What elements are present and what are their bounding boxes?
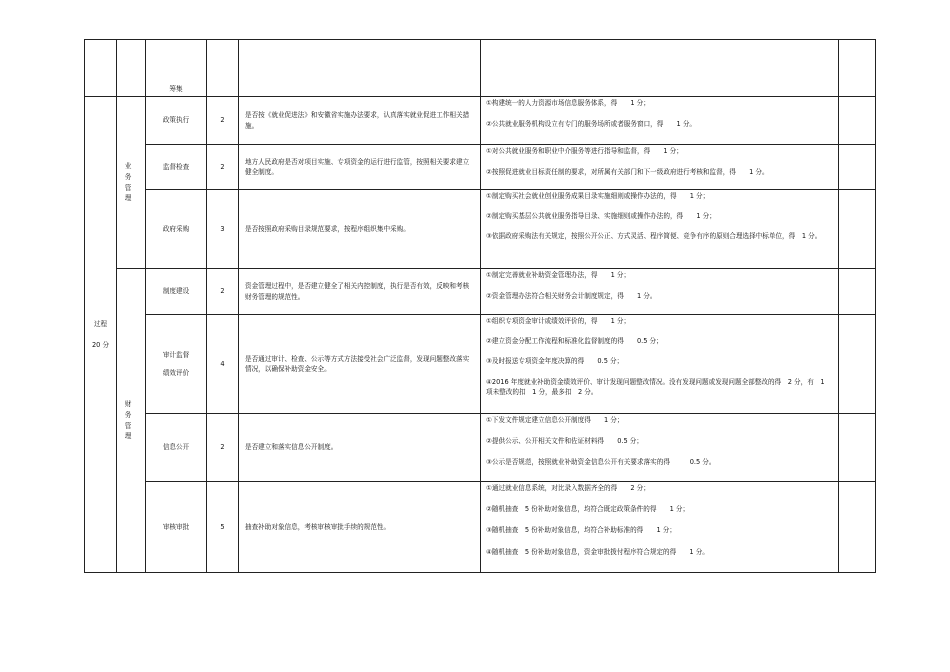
description-cell-top xyxy=(239,40,481,97)
level3-name: 审核审批 xyxy=(146,482,207,573)
score-items xyxy=(481,482,839,573)
score-item: ②按照促进就业目标责任制的要求，对所属有关部门和下一级政府进行考核和监督，得 1 分。 xyxy=(486,168,769,177)
score-item: ①制定购买社会就业创业服务成果目录实施细则或操作办法的，得 1 分； xyxy=(486,192,710,200)
score-item: ③依据政府采购法有关规定，按照公开公正、方式灵活、程序简便、竞争有序的原则合理选择中标单位，得 1 分。 xyxy=(486,232,822,241)
score-item: ①下发文件规定建立信息公开制度得 1 分； xyxy=(486,416,624,424)
table-row xyxy=(85,482,876,573)
description: 是否通过审计、检查、公示等方式方法接受社会广泛监督，发现问题整改落实情况，以确保补助资金安全。 xyxy=(239,315,481,414)
level3-name: 政策执行 xyxy=(146,97,207,145)
score-cell xyxy=(839,269,876,315)
level1-cell xyxy=(85,97,117,573)
description: 地方人民政府是否对项目实施、专项资金的运行进行监管，按照相关要求建立健全制度。 xyxy=(239,145,481,190)
table-row-carryover xyxy=(85,40,876,97)
table-row xyxy=(85,269,876,315)
weight: 3 xyxy=(207,190,239,269)
score-item: ②资金管理办法符合相关财务会计制度规定，得 1 分。 xyxy=(486,292,657,301)
score-item: ①对公共就业服务和职业中介服务等进行指导和监督，得 1 分； xyxy=(486,147,683,155)
level3-name: 监督检查 xyxy=(146,145,207,190)
score-item: ④随机抽查 5 份补助对象信息，资金审批拨付程序符合规定的得 1 分。 xyxy=(486,547,709,556)
score-items xyxy=(481,97,839,145)
score-cell xyxy=(839,414,876,482)
score-item: ③及时报送专项资金年度决算的得 0.5 分； xyxy=(486,357,624,366)
level2-label: 业务管理 xyxy=(124,162,138,203)
description: 抽查补助对象信息，考核审核审批手续的规范性。 xyxy=(239,482,481,573)
score-cell xyxy=(839,482,876,573)
level3-name-line: 绩效评价 xyxy=(162,369,190,377)
items-cell-top xyxy=(481,40,839,97)
level1-label: 过程 xyxy=(93,320,108,329)
weight-cell-top xyxy=(207,40,239,97)
description: 资金管理过程中，是否建立健全了相关内控制度，执行是否有效，反映和考核财务管理的规范性。 xyxy=(239,269,481,315)
level3-name xyxy=(146,315,207,414)
score-item: ③公示是否规范，按照就业补助资金信息公开有关要求落实的得 0.5 分。 xyxy=(486,458,716,467)
level3-name: 政府采购 xyxy=(146,190,207,269)
score-cell xyxy=(839,145,876,190)
description: 是否按《就业促进法》和安徽省实施办法要求，认真落实就业促进工作相关措施。 xyxy=(239,97,481,145)
score-cell xyxy=(839,97,876,145)
level3-name-line: 审计监督 xyxy=(162,350,190,359)
score-items xyxy=(481,145,839,190)
weight: 2 xyxy=(207,269,239,315)
score-items xyxy=(481,190,839,269)
table-row xyxy=(85,97,876,145)
score-item: ②随机抽查 5 份补助对象信息，均符合既定政策条件的得 1 分； xyxy=(486,505,690,514)
score-cell xyxy=(839,315,876,414)
weight: 4 xyxy=(207,315,239,414)
level2-cell xyxy=(117,97,146,269)
weight: 2 xyxy=(207,145,239,190)
evaluation-table xyxy=(84,39,876,573)
level2-cell xyxy=(117,269,146,573)
score-items xyxy=(481,269,839,315)
level2-label: 财务管理 xyxy=(124,400,138,441)
description: 是否按照政府采购目录规范要求，按程序组织集中采购。 xyxy=(239,190,481,269)
table-row xyxy=(85,414,876,482)
level3-name: 制度建设 xyxy=(146,269,207,315)
table-row xyxy=(85,145,876,190)
score-item: ①通过就业信息系统，对比录入数据齐全的得 2 分； xyxy=(486,484,650,492)
level2-cell-top xyxy=(117,40,146,97)
score-item: ①制定完善就业补助资金管理办法，得 1 分； xyxy=(486,271,631,279)
level3-cell-top xyxy=(146,40,207,97)
score-item: ②制定购买基层公共就业服务指导目录、实施细则或操作办法的，得 1 分； xyxy=(486,212,716,221)
level3-label: 筹集 xyxy=(169,84,183,93)
score-cell-top xyxy=(839,40,876,97)
weight: 2 xyxy=(207,97,239,145)
weight: 2 xyxy=(207,414,239,482)
score-cell xyxy=(839,190,876,269)
score-item: ①构建统一的人力资源市场信息服务体系，得 1 分； xyxy=(486,99,650,107)
level3-name: 信息公开 xyxy=(146,414,207,482)
score-item: ④2016 年度就业补助资金绩效评价、审计发现问题整改情况。没有发现问题或发现问题全部整改的得 2 分，有 1 项未整改的扣 1 分，最多扣 2 分。 xyxy=(486,377,825,396)
score-item: ③随机抽查 5 份补助对象信息，均符合补助标准的得 1 分； xyxy=(486,526,676,535)
weight: 5 xyxy=(207,482,239,573)
level1-score: 20 分 xyxy=(91,340,110,349)
score-items xyxy=(481,315,839,414)
score-items xyxy=(481,414,839,482)
table-row xyxy=(85,190,876,269)
description: 是否建立和落实信息公开制度。 xyxy=(239,414,481,482)
table-row xyxy=(85,315,876,414)
score-item: ②建立资金分配工作流程和标准化监督制度的得 0.5 分； xyxy=(486,337,663,346)
score-item: ②公共就业服务机构设立有专门的服务场所或者服务窗口，得 1 分。 xyxy=(486,120,697,129)
score-item: ①组织专项资金审计或绩效评价的，得 1 分； xyxy=(486,317,631,325)
score-item: ②提供公示、公开相关文件和佐证材料得 0.5 分； xyxy=(486,437,643,446)
level1-cell-top xyxy=(85,40,117,97)
